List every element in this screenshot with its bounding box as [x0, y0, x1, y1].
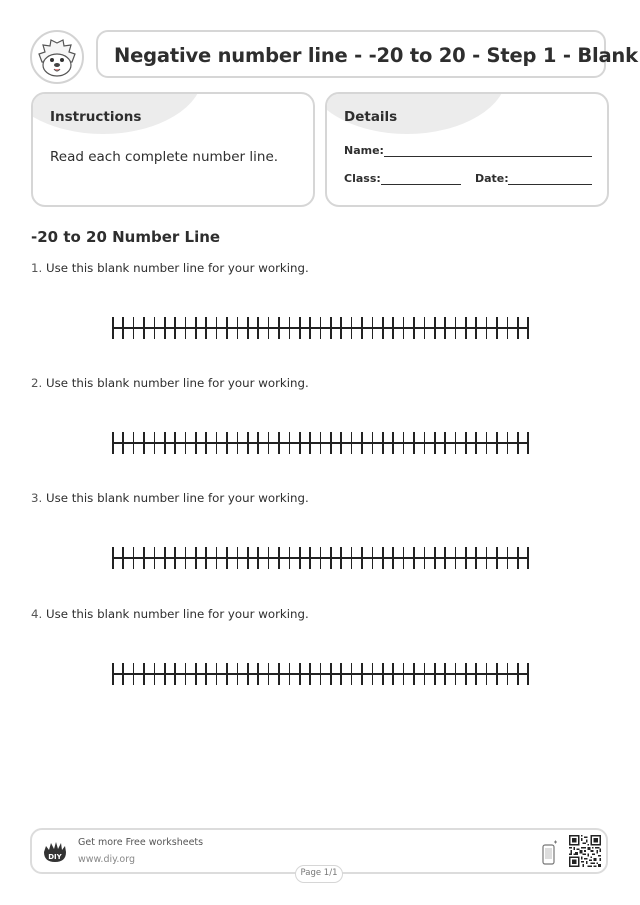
- number-line-tick: [257, 432, 259, 454]
- number-line-2[interactable]: [112, 432, 529, 454]
- number-line-tick: [133, 432, 135, 454]
- number-line-tick: [434, 432, 436, 454]
- number-line-tick: [268, 432, 270, 454]
- number-line-tick: [164, 663, 166, 685]
- number-line-tick: [372, 547, 374, 569]
- number-line-tick: [247, 317, 249, 339]
- question-2: [31, 376, 309, 390]
- number-line-tick: [351, 432, 353, 454]
- instructions-text: Read each complete number line.: [50, 149, 279, 165]
- instructions-heading: Instructions: [50, 109, 142, 125]
- number-line-tick: [112, 317, 114, 339]
- number-line-tick: [309, 547, 311, 569]
- number-line-tick: [382, 663, 384, 685]
- number-line-tick: [112, 547, 114, 569]
- number-line-tick: [216, 432, 218, 454]
- number-line-tick: [195, 317, 197, 339]
- question-text: Use this blank number line for your working.: [46, 261, 309, 275]
- number-line-tick: [205, 317, 207, 339]
- number-line-tick: [424, 317, 426, 339]
- number-line-tick: [226, 432, 228, 454]
- number-line-tick: [361, 432, 363, 454]
- number-line-tick: [465, 547, 467, 569]
- diy-logo-icon: [42, 840, 68, 864]
- number-line-tick: [475, 317, 477, 339]
- number-line-tick: [330, 663, 332, 685]
- instructions-card: [31, 92, 315, 207]
- number-line-tick: [237, 432, 239, 454]
- number-line-tick: [257, 547, 259, 569]
- number-line-tick: [122, 317, 124, 339]
- number-line-tick: [154, 547, 156, 569]
- number-line-tick: [424, 663, 426, 685]
- number-line-tick: [392, 547, 394, 569]
- number-line-tick: [143, 663, 145, 685]
- number-line-tick: [392, 317, 394, 339]
- number-line-tick: [195, 547, 197, 569]
- number-line-tick: [320, 547, 322, 569]
- number-line-tick: [517, 317, 519, 339]
- number-line-tick: [351, 317, 353, 339]
- phone-icon: [542, 840, 558, 866]
- number-line-tick: [403, 547, 405, 569]
- number-line-tick: [299, 317, 301, 339]
- number-line-tick: [247, 432, 249, 454]
- number-line-tick: [413, 432, 415, 454]
- number-line-tick: [330, 547, 332, 569]
- number-line-tick: [486, 317, 488, 339]
- number-line-tick: [309, 663, 311, 685]
- question-text: Use this blank number line for your working.: [46, 607, 309, 621]
- details-heading: Details: [344, 109, 398, 125]
- number-line-tick: [257, 317, 259, 339]
- number-line-tick: [486, 547, 488, 569]
- number-line-tick: [340, 547, 342, 569]
- number-line-tick: [154, 317, 156, 339]
- number-line-tick: [278, 432, 280, 454]
- number-line-tick: [185, 317, 187, 339]
- footer-link[interactable]: www.diy.org: [78, 854, 135, 865]
- number-line-1[interactable]: [112, 317, 529, 339]
- number-line-tick: [143, 432, 145, 454]
- number-line-tick: [185, 663, 187, 685]
- number-line-tick: [486, 432, 488, 454]
- number-line-tick: [361, 317, 363, 339]
- page-title: Negative number line - -20 to 20 - Step 1 - Blank: [114, 44, 638, 67]
- question-4: [31, 607, 309, 621]
- date-label: Date:: [475, 172, 509, 185]
- number-line-tick: [174, 317, 176, 339]
- number-line-tick: [289, 317, 291, 339]
- number-line-tick: [164, 432, 166, 454]
- number-line-tick: [444, 317, 446, 339]
- number-line-tick: [112, 432, 114, 454]
- question-number: 4.: [31, 607, 43, 621]
- number-line-tick: [413, 547, 415, 569]
- number-line-tick: [247, 547, 249, 569]
- number-line-tick: [527, 663, 529, 685]
- question-text: Use this blank number line for your working.: [46, 491, 309, 505]
- number-line-tick: [133, 547, 135, 569]
- number-line-tick: [424, 432, 426, 454]
- number-line-tick: [434, 547, 436, 569]
- number-line-tick: [351, 663, 353, 685]
- number-line-tick: [372, 663, 374, 685]
- number-line-tick: [455, 432, 457, 454]
- number-line-tick: [268, 663, 270, 685]
- number-line-tick: [143, 317, 145, 339]
- number-line-tick: [216, 547, 218, 569]
- number-line-tick: [403, 663, 405, 685]
- number-line-tick: [143, 547, 145, 569]
- number-line-tick: [122, 663, 124, 685]
- qr-code-icon[interactable]: [569, 835, 601, 867]
- number-line-tick: [507, 432, 509, 454]
- question-number: 3.: [31, 491, 43, 505]
- number-line-tick: [330, 432, 332, 454]
- number-line-tick: [434, 317, 436, 339]
- number-line-tick: [507, 663, 509, 685]
- title-banner: [96, 30, 638, 78]
- number-line-tick: [382, 432, 384, 454]
- number-line-tick: [320, 432, 322, 454]
- number-line-tick: [403, 432, 405, 454]
- section-title: -20 to 20 Number Line: [31, 228, 221, 246]
- number-line-tick: [122, 432, 124, 454]
- number-line-tick: [205, 432, 207, 454]
- class-field[interactable]: [381, 184, 461, 185]
- number-line-tick: [424, 547, 426, 569]
- number-line-tick: [174, 547, 176, 569]
- number-line-tick: [475, 547, 477, 569]
- number-line-tick: [216, 317, 218, 339]
- number-line-tick: [486, 663, 488, 685]
- number-line-tick: [496, 432, 498, 454]
- number-line-tick: [330, 317, 332, 339]
- number-line-tick: [455, 663, 457, 685]
- number-line-tick: [455, 547, 457, 569]
- number-line-tick: [205, 663, 207, 685]
- number-line-tick: [278, 547, 280, 569]
- number-line-tick: [122, 547, 124, 569]
- number-line-tick: [320, 663, 322, 685]
- number-line-tick: [299, 432, 301, 454]
- question-text: Use this blank number line for your working.: [46, 376, 309, 390]
- number-line-tick: [475, 432, 477, 454]
- number-line-tick: [392, 432, 394, 454]
- number-line-tick: [361, 547, 363, 569]
- number-line-tick: [268, 317, 270, 339]
- date-field[interactable]: [508, 184, 592, 185]
- number-line-tick: [237, 547, 239, 569]
- number-line-tick: [517, 663, 519, 685]
- number-line-tick: [340, 317, 342, 339]
- number-line-tick: [413, 317, 415, 339]
- mascot-avatar: [30, 30, 84, 84]
- number-line-tick: [289, 663, 291, 685]
- number-line-tick: [299, 663, 301, 685]
- number-line-tick: [444, 547, 446, 569]
- number-line-tick: [340, 432, 342, 454]
- number-line-tick: [185, 547, 187, 569]
- number-line-tick: [185, 432, 187, 454]
- number-line-tick: [434, 663, 436, 685]
- number-line-tick: [205, 547, 207, 569]
- question-number: 2.: [31, 376, 43, 390]
- question-1: [31, 261, 309, 275]
- number-line-tick: [475, 663, 477, 685]
- page-indicator: Page 1/1: [295, 865, 343, 883]
- number-line-tick: [289, 547, 291, 569]
- number-line-tick: [392, 663, 394, 685]
- number-line-tick: [309, 432, 311, 454]
- number-line-tick: [195, 432, 197, 454]
- number-line-tick: [268, 547, 270, 569]
- number-line-tick: [444, 663, 446, 685]
- number-line-tick: [278, 317, 280, 339]
- class-label: Class:: [344, 172, 381, 185]
- number-line-tick: [372, 317, 374, 339]
- number-line-tick: [351, 547, 353, 569]
- number-line-tick: [496, 317, 498, 339]
- number-line-tick: [164, 317, 166, 339]
- number-line-tick: [465, 432, 467, 454]
- number-line-tick: [195, 663, 197, 685]
- number-line-tick: [517, 432, 519, 454]
- number-line-tick: [444, 432, 446, 454]
- name-label: Name:: [344, 144, 384, 157]
- number-line-tick: [174, 663, 176, 685]
- number-line-tick: [361, 663, 363, 685]
- question-3: [31, 491, 309, 505]
- number-line-tick: [289, 432, 291, 454]
- number-line-tick: [320, 317, 322, 339]
- number-line-tick: [465, 663, 467, 685]
- number-line-tick: [507, 547, 509, 569]
- number-line-tick: [257, 663, 259, 685]
- number-line-tick: [237, 317, 239, 339]
- number-line-tick: [133, 317, 135, 339]
- number-line-tick: [340, 663, 342, 685]
- footer-title: Get more Free worksheets: [78, 837, 204, 848]
- number-line-tick: [216, 663, 218, 685]
- number-line-tick: [133, 663, 135, 685]
- number-line-tick: [496, 663, 498, 685]
- details-card: [325, 92, 609, 207]
- number-line-tick: [237, 663, 239, 685]
- number-line-tick: [278, 663, 280, 685]
- number-line-tick: [112, 663, 114, 685]
- number-line-tick: [527, 547, 529, 569]
- number-line-tick: [299, 547, 301, 569]
- number-line-tick: [247, 663, 249, 685]
- question-number: 1.: [31, 261, 43, 275]
- number-line-tick: [226, 547, 228, 569]
- number-line-tick: [154, 432, 156, 454]
- number-line-tick: [382, 547, 384, 569]
- name-field[interactable]: [384, 156, 592, 157]
- number-line-tick: [507, 317, 509, 339]
- number-line-tick: [527, 317, 529, 339]
- number-line-3[interactable]: [112, 547, 529, 569]
- number-line-tick: [164, 547, 166, 569]
- number-line-tick: [496, 547, 498, 569]
- number-line-tick: [309, 317, 311, 339]
- number-line-tick: [413, 663, 415, 685]
- svg-text:DIY: DIY: [48, 853, 62, 861]
- number-line-tick: [527, 432, 529, 454]
- number-line-4[interactable]: [112, 663, 529, 685]
- number-line-tick: [403, 317, 405, 339]
- number-line-tick: [465, 317, 467, 339]
- mascot-icon: [32, 32, 82, 82]
- number-line-tick: [382, 317, 384, 339]
- number-line-tick: [226, 663, 228, 685]
- number-line-tick: [372, 432, 374, 454]
- number-line-tick: [174, 432, 176, 454]
- number-line-tick: [154, 663, 156, 685]
- number-line-tick: [455, 317, 457, 339]
- number-line-tick: [517, 547, 519, 569]
- number-line-tick: [226, 317, 228, 339]
